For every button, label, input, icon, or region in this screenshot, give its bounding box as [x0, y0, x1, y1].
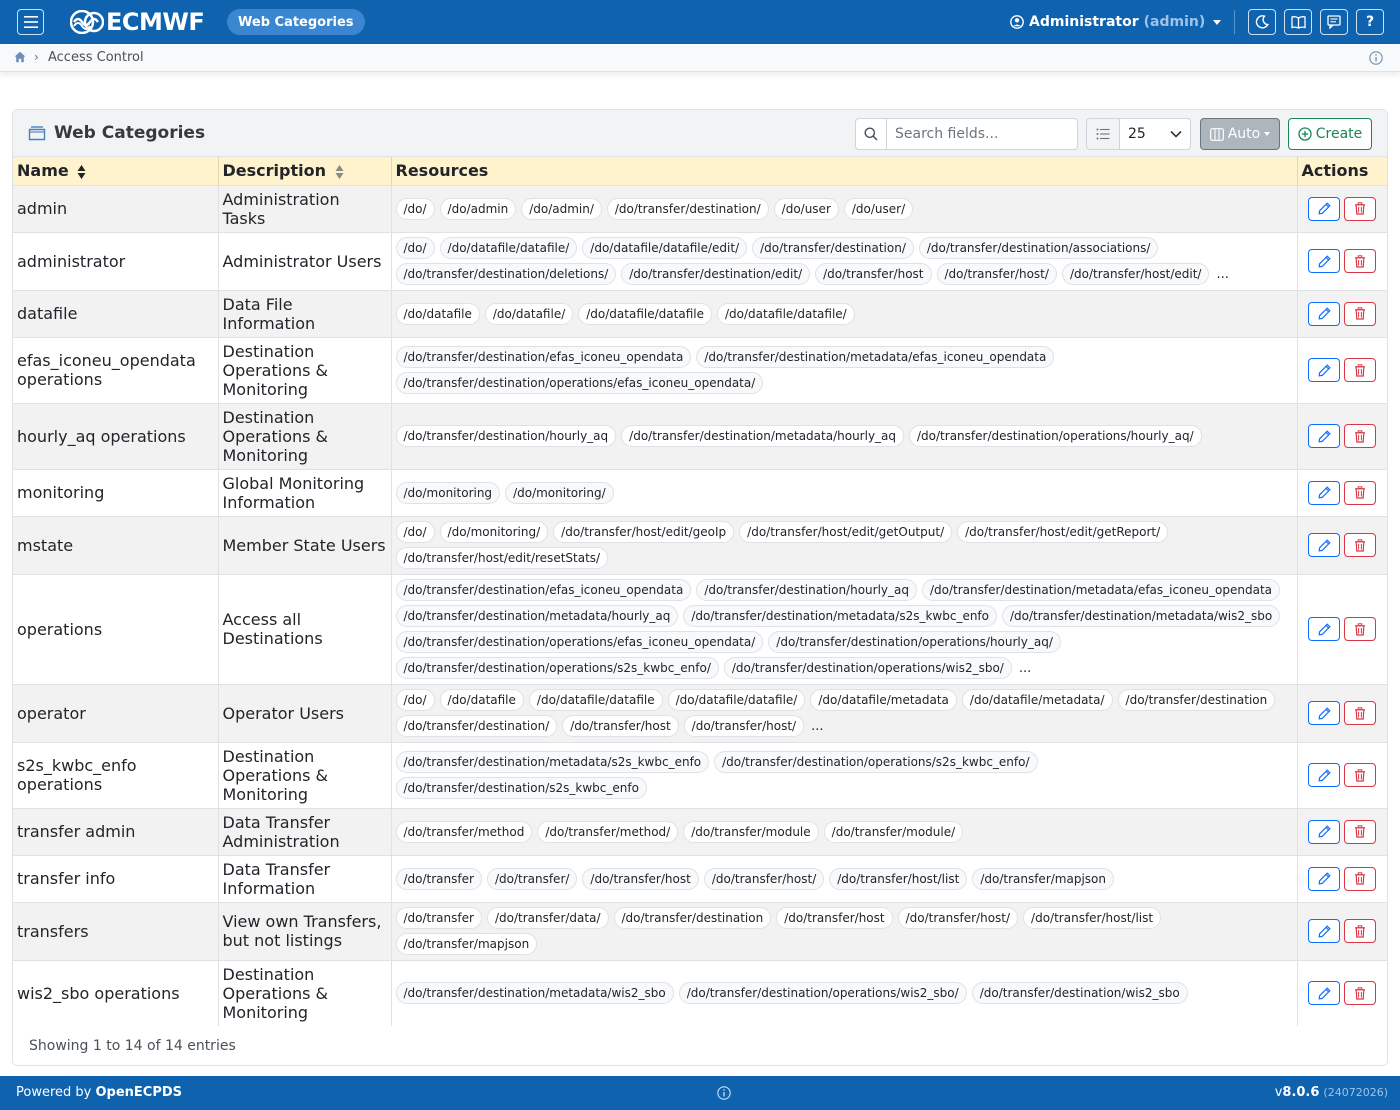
resource-badge: /do/transfer/destination/metadata/s2s_kwbc_enfo: [683, 605, 997, 627]
resource-list: [396, 234, 1293, 288]
category-resources: [391, 403, 1297, 469]
columns-button-label: Auto: [1227, 126, 1261, 142]
user-name: Administrator: [1029, 14, 1139, 30]
resource-badge: /do/transfer/destination: [1118, 689, 1276, 711]
resource-badge: /do/transfer/host/edit/resetStats/: [396, 547, 609, 569]
resource-list: [396, 422, 1293, 450]
trash-icon: [1354, 872, 1366, 885]
category-name: transfer info: [13, 855, 218, 902]
powered-by-link[interactable]: OpenECPDS: [95, 1085, 183, 1100]
table-row: [13, 808, 1387, 855]
resource-badge: /do/transfer/module/: [824, 821, 964, 843]
table-row: [13, 960, 1387, 1026]
edit-button[interactable]: [1308, 763, 1340, 787]
column-header-actions: Actions: [1297, 157, 1387, 185]
create-button[interactable]: [1288, 118, 1372, 150]
resource-badge: /do/transfer/host: [776, 907, 892, 929]
sort-icon: [335, 164, 344, 180]
category-description: Destination Operations & Monitoring: [218, 960, 391, 1026]
resource-list: [396, 904, 1293, 958]
edit-button[interactable]: [1308, 533, 1340, 557]
delete-button[interactable]: [1344, 302, 1376, 326]
category-description: Destination Operations & Monitoring: [218, 742, 391, 808]
resource-badge: /do/datafile/datafile: [529, 689, 663, 711]
row-actions: [1297, 574, 1387, 684]
resource-list: [396, 195, 1293, 223]
resource-badge: /do/transfer: [396, 907, 482, 929]
pencil-icon: [1318, 255, 1331, 268]
edit-button[interactable]: [1308, 981, 1340, 1005]
ecmwf-logo[interactable]: [70, 9, 204, 35]
chevron-down-icon: [1170, 130, 1182, 138]
resource-badge: /do/transfer/host: [582, 868, 698, 890]
action-buttons: [1302, 701, 1384, 725]
card-title-text: Web Categories: [54, 123, 206, 143]
resource-badge: /do/transfer/destination/wis2_sbo: [972, 982, 1188, 1004]
category-description: View own Transfers, but not listings: [218, 902, 391, 960]
resource-badge: /do/transfer/destination/metadata/efas_iconeu_opendata: [922, 579, 1280, 601]
category-name: monitoring: [13, 469, 218, 516]
table-row: [13, 902, 1387, 960]
action-buttons: [1302, 617, 1384, 641]
resource-badge: /do/datafile: [440, 689, 524, 711]
trash-icon: [1354, 486, 1366, 499]
resource-badge: /do/transfer/destination/operations/wis2_sbo/: [724, 657, 1012, 679]
action-buttons: [1302, 981, 1384, 1005]
powered-by: Powered by OpenECPDS: [16, 1085, 183, 1100]
resource-badge: /do/transfer: [396, 868, 482, 890]
action-buttons: [1302, 302, 1384, 326]
category-name: wis2_sbo operations: [13, 960, 218, 1026]
trash-icon: [1354, 255, 1366, 268]
resource-badge: /do/transfer/data/: [487, 907, 609, 929]
resource-badge: /do/transfer/destination/operations/hourly_aq/: [768, 631, 1061, 653]
delete-button[interactable]: [1344, 481, 1376, 505]
category-resources: [391, 855, 1297, 902]
resource-badge: /do/transfer/host/: [937, 263, 1057, 285]
delete-button[interactable]: [1344, 358, 1376, 382]
search-group: [855, 118, 1078, 150]
resource-badge: /do/datafile/: [485, 303, 573, 325]
category-description: Access all Destinations: [218, 574, 391, 684]
resource-badge: /do/transfer/destination/metadata/hourly_aq: [621, 425, 904, 447]
trash-icon: [1354, 364, 1366, 377]
table-row: [13, 232, 1387, 290]
resource-badge: /do/datafile/datafile/: [440, 237, 578, 259]
row-actions: [1297, 808, 1387, 855]
resource-badge: /do/transfer/destination/s2s_kwbc_enfo: [396, 777, 647, 799]
pencil-icon: [1318, 539, 1331, 552]
action-buttons: [1302, 249, 1384, 273]
resource-badge: /do/transfer/host/list: [1023, 907, 1161, 929]
table-row: [13, 469, 1387, 516]
resource-badge: /do/transfer/destination/metadata/wis2_sbo: [396, 982, 674, 1004]
resource-badge: /do/transfer/host/edit/getOutput/: [739, 521, 952, 543]
help-button[interactable]: [1356, 9, 1384, 35]
resource-badge: /do/transfer/destination/: [607, 198, 769, 220]
resource-badge: /do/transfer/mapjson: [972, 868, 1114, 890]
resource-badge: /do/transfer/: [487, 868, 577, 890]
resource-badge: /do/transfer/destination/metadata/efas_iconeu_opendata: [696, 346, 1054, 368]
resource-list: [396, 518, 1293, 572]
documentation-button[interactable]: [1284, 9, 1312, 35]
more-resources-ellipsis: ...: [1018, 660, 1032, 676]
column-header-name[interactable]: Name: [13, 157, 218, 185]
edit-button[interactable]: [1308, 481, 1340, 505]
page-length-group: [1086, 118, 1191, 150]
home-icon[interactable]: [14, 51, 26, 67]
card-title: [28, 123, 205, 143]
sidebar-toggle-button[interactable]: [17, 9, 44, 35]
edit-button[interactable]: [1308, 820, 1340, 844]
trash-icon: [1354, 202, 1366, 215]
chat-icon: [1327, 15, 1341, 29]
category-description: Destination Operations & Monitoring: [218, 337, 391, 403]
messages-button[interactable]: [1320, 9, 1348, 35]
breadcrumb: [0, 44, 1400, 72]
pencil-icon: [1318, 769, 1331, 782]
edit-button[interactable]: [1308, 197, 1340, 221]
table-row: [13, 516, 1387, 574]
resource-badge: /do/transfer/host/edit/getReport/: [957, 521, 1168, 543]
resource-badge: /do/admin: [440, 198, 517, 220]
resource-badge: /do/transfer/destination/operations/hourly_aq/: [909, 425, 1202, 447]
action-buttons: [1302, 919, 1384, 943]
resource-badge: /do/datafile: [396, 303, 480, 325]
ecmwf-logo-mark: [70, 10, 104, 34]
resource-badge: /do/: [396, 689, 435, 711]
resource-badge: /do/transfer/destination/operations/efas_iconeu_opendata/: [396, 631, 764, 653]
category-resources: [391, 574, 1297, 684]
breadcrumb-separator: ›: [34, 50, 39, 64]
category-resources: [391, 902, 1297, 960]
category-resources: [391, 684, 1297, 742]
version-number: 8.0.6: [1282, 1085, 1320, 1100]
delete-button[interactable]: [1344, 763, 1376, 787]
trash-icon: [1354, 539, 1366, 552]
table-info: Showing 1 to 14 of 14 entries: [29, 1038, 236, 1054]
table-row: [13, 403, 1387, 469]
dark-mode-button[interactable]: [1248, 9, 1276, 35]
resource-badge: /do/monitoring/: [505, 482, 614, 504]
create-button-label: Create: [1315, 126, 1363, 142]
table-row: [13, 574, 1387, 684]
edit-button[interactable]: [1308, 617, 1340, 641]
row-actions: [1297, 742, 1387, 808]
resource-badge: /do/datafile/datafile/edit/: [582, 237, 747, 259]
resource-badge: /do/transfer/destination/hourly_aq: [396, 425, 617, 447]
category-resources: [391, 960, 1297, 1026]
category-name: efas_iconeu_opendata operations: [13, 337, 218, 403]
build-number: (24072026): [1323, 1086, 1388, 1099]
resource-badge: /do/transfer/method/: [537, 821, 678, 843]
category-resources: [391, 742, 1297, 808]
row-actions: [1297, 516, 1387, 574]
resource-badge: /do/transfer/host/edit/geoIp: [553, 521, 734, 543]
category-name: datafile: [13, 290, 218, 337]
edit-button[interactable]: [1308, 701, 1340, 725]
resource-badge: /do/transfer/destination/operations/wis2_sbo/: [679, 982, 967, 1004]
pencil-icon: [1318, 623, 1331, 636]
table-body: [13, 185, 1387, 1026]
action-buttons: [1302, 867, 1384, 891]
category-resources: [391, 516, 1297, 574]
pencil-icon: [1318, 307, 1331, 320]
card-header: [13, 110, 1387, 157]
resource-badge: /do/transfer/destination/metadata/hourly_aq: [396, 605, 679, 627]
category-description: Destination Operations & Monitoring: [218, 403, 391, 469]
resource-badge: /do/datafile/datafile/: [717, 303, 855, 325]
category-description: Data File Information: [218, 290, 391, 337]
resource-badge: /do/user: [774, 198, 839, 220]
table-row: [13, 185, 1387, 232]
resource-badge: /do/transfer/host/list: [829, 868, 967, 890]
trash-icon: [1354, 430, 1366, 443]
breadcrumb-current[interactable]: Access Control: [48, 50, 144, 65]
category-description: Global Monitoring Information: [218, 469, 391, 516]
pencil-icon: [1318, 486, 1331, 499]
edit-button[interactable]: [1308, 867, 1340, 891]
pencil-icon: [1318, 925, 1331, 938]
row-actions: [1297, 902, 1387, 960]
chevron-down-icon: [1264, 132, 1270, 136]
resource-badge: /do/transfer/host/: [898, 907, 1018, 929]
resource-badge: /do/transfer/destination: [614, 907, 772, 929]
footer: [0, 1076, 1400, 1110]
table-row: [13, 742, 1387, 808]
action-buttons: [1302, 820, 1384, 844]
resource-badge: /do/datafile/datafile/: [668, 689, 806, 711]
table-row: [13, 290, 1387, 337]
pencil-icon: [1318, 872, 1331, 885]
app-name-badge[interactable]: Web Categories: [227, 9, 365, 35]
user-menu-dropdown[interactable]: [1010, 12, 1221, 32]
pencil-icon: [1318, 707, 1331, 720]
resource-badge: /do/datafile/metadata/: [962, 689, 1113, 711]
list-icon: [1086, 118, 1119, 150]
resource-list: [396, 576, 1293, 682]
edit-button[interactable]: [1308, 919, 1340, 943]
table-row: [13, 684, 1387, 742]
columns-icon: [1210, 128, 1224, 141]
column-header-resources: Resources: [391, 157, 1297, 185]
menu-icon: [24, 16, 38, 28]
table-header-row: [13, 157, 1387, 185]
edit-button[interactable]: [1308, 249, 1340, 273]
row-actions: [1297, 469, 1387, 516]
resource-badge: /do/transfer/host/: [704, 868, 824, 890]
resource-list: [396, 300, 1293, 328]
delete-button[interactable]: [1344, 701, 1376, 725]
delete-button[interactable]: [1344, 249, 1376, 273]
resource-badge: /do/: [396, 198, 435, 220]
columns-visibility-button[interactable]: [1200, 118, 1280, 150]
edit-button[interactable]: [1308, 358, 1340, 382]
resource-list: [396, 865, 1293, 893]
action-buttons: [1302, 481, 1384, 505]
category-name: operator: [13, 684, 218, 742]
edit-button[interactable]: [1308, 424, 1340, 448]
resource-badge: /do/transfer/destination/operations/s2s_kwbc_enfo/: [396, 657, 719, 679]
category-name: administrator: [13, 232, 218, 290]
resource-badge: /do/transfer/destination/associations/: [919, 237, 1159, 259]
action-buttons: [1302, 358, 1384, 382]
resource-list: [396, 979, 1293, 1007]
category-name: transfers: [13, 902, 218, 960]
resource-list: [396, 343, 1293, 397]
plus-circle-icon: [1298, 127, 1312, 141]
page-length-select[interactable]: [1119, 118, 1191, 150]
trash-icon: [1354, 925, 1366, 938]
category-description: Operator Users: [218, 684, 391, 742]
delete-button[interactable]: [1344, 617, 1376, 641]
resource-list: [396, 479, 1293, 507]
resource-badge: /do/user/: [844, 198, 913, 220]
delete-button[interactable]: [1344, 424, 1376, 448]
delete-button[interactable]: [1344, 867, 1376, 891]
table-row: [13, 855, 1387, 902]
category-resources: [391, 469, 1297, 516]
row-actions: [1297, 855, 1387, 902]
pencil-icon: [1318, 202, 1331, 215]
more-resources-ellipsis: ...: [1216, 266, 1229, 282]
user-login: (admin): [1143, 14, 1206, 30]
resource-badge: /do/monitoring/: [440, 521, 549, 543]
delete-button[interactable]: [1344, 981, 1376, 1005]
resource-badge: /do/transfer/destination/edit/: [621, 263, 810, 285]
web-categories-card: [12, 109, 1388, 1066]
category-description: Administrator Users: [218, 232, 391, 290]
page-length-value: 25: [1128, 126, 1146, 142]
version: v8.0.6 (24072026): [1274, 1085, 1388, 1100]
resource-badge: /do/transfer/destination/deletions/: [396, 263, 617, 285]
resource-badge: /do/transfer/method: [396, 821, 533, 843]
trash-icon: [1354, 769, 1366, 782]
resource-badge: /do/transfer/destination/metadata/wis2_sbo: [1002, 605, 1280, 627]
resource-badge: /do/transfer/destination/operations/efas_iconeu_opendata/: [396, 372, 764, 394]
edit-button[interactable]: [1308, 302, 1340, 326]
action-buttons: [1302, 763, 1384, 787]
sort-icon: [77, 164, 86, 180]
delete-button[interactable]: [1344, 197, 1376, 221]
row-actions: [1297, 337, 1387, 403]
row-actions: [1297, 960, 1387, 1026]
pencil-icon: [1318, 364, 1331, 377]
table-row: [13, 337, 1387, 403]
category-resources: [391, 808, 1297, 855]
resource-list: [396, 686, 1293, 740]
navbar-divider: [1234, 10, 1235, 34]
category-description: Member State Users: [218, 516, 391, 574]
pencil-icon: [1318, 430, 1331, 443]
resource-badge: /do/transfer/destination/hourly_aq: [696, 579, 917, 601]
action-buttons: [1302, 197, 1384, 221]
resource-badge: /do/datafile/metadata: [810, 689, 957, 711]
info-icon[interactable]: [717, 1086, 731, 1104]
pencil-icon: [1318, 825, 1331, 838]
resource-badge: /do/: [396, 521, 435, 543]
delete-button[interactable]: [1344, 820, 1376, 844]
action-buttons: [1302, 533, 1384, 557]
resource-badge: /do/transfer/destination/: [752, 237, 914, 259]
category-name: s2s_kwbc_enfo operations: [13, 742, 218, 808]
category-resources: [391, 337, 1297, 403]
category-resources: [391, 290, 1297, 337]
category-name: admin: [13, 185, 218, 232]
category-resources: [391, 185, 1297, 232]
resource-badge: /do/transfer/host: [562, 715, 678, 737]
row-actions: [1297, 185, 1387, 232]
info-icon[interactable]: [1369, 51, 1383, 69]
search-icon: [855, 118, 886, 150]
column-header-description[interactable]: Description: [218, 157, 391, 185]
resource-badge: /do/transfer/destination/: [396, 715, 558, 737]
category-name: mstate: [13, 516, 218, 574]
resource-badge: /do/transfer/mapjson: [396, 933, 538, 955]
category-name: hourly_aq operations: [13, 403, 218, 469]
category-resources: [391, 232, 1297, 290]
folder-icon: [28, 126, 46, 141]
trash-icon: [1354, 707, 1366, 720]
category-name: transfer admin: [13, 808, 218, 855]
resource-badge: /do/datafile/datafile: [578, 303, 712, 325]
resource-badge: /do/admin/: [521, 198, 602, 220]
category-description: Administration Tasks: [218, 185, 391, 232]
resource-list: [396, 748, 1293, 802]
resource-badge: /do/transfer/destination/efas_iconeu_opendata: [396, 579, 692, 601]
resource-badge: /do/transfer/destination/efas_iconeu_opendata: [396, 346, 692, 368]
resource-list: [396, 818, 1293, 846]
resource-badge: /do/transfer/host/: [684, 715, 804, 737]
delete-button[interactable]: [1344, 919, 1376, 943]
trash-icon: [1354, 825, 1366, 838]
pencil-icon: [1318, 987, 1331, 1000]
category-description: Data Transfer Information: [218, 855, 391, 902]
resource-badge: /do/monitoring: [396, 482, 501, 504]
more-resources-ellipsis: ...: [811, 718, 824, 734]
book-icon: [1291, 16, 1306, 29]
chevron-down-icon: [1213, 20, 1221, 25]
row-actions: [1297, 403, 1387, 469]
row-actions: [1297, 290, 1387, 337]
category-description: Data Transfer Administration: [218, 808, 391, 855]
moon-icon: [1255, 15, 1269, 29]
action-buttons: [1302, 424, 1384, 448]
web-categories-table: [13, 157, 1387, 1026]
resource-badge: /do/transfer/host/edit/: [1062, 263, 1210, 285]
delete-button[interactable]: [1344, 533, 1376, 557]
logo-text: ECMWF: [106, 8, 205, 36]
row-actions: [1297, 232, 1387, 290]
trash-icon: [1354, 307, 1366, 320]
category-name: operations: [13, 574, 218, 684]
top-navbar: [0, 0, 1400, 44]
user-circle-icon: [1010, 15, 1024, 29]
search-input[interactable]: [886, 118, 1078, 150]
resource-badge: /do/transfer/module: [683, 821, 818, 843]
resource-badge: /do/: [396, 237, 435, 259]
resource-badge: /do/transfer/host: [815, 263, 931, 285]
help-label: ?: [1365, 14, 1375, 30]
trash-icon: [1354, 623, 1366, 636]
trash-icon: [1354, 987, 1366, 1000]
row-actions: [1297, 684, 1387, 742]
resource-badge: /do/transfer/destination/operations/s2s_kwbc_enfo/: [714, 751, 1037, 773]
resource-badge: /do/transfer/destination/metadata/s2s_kwbc_enfo: [396, 751, 710, 773]
